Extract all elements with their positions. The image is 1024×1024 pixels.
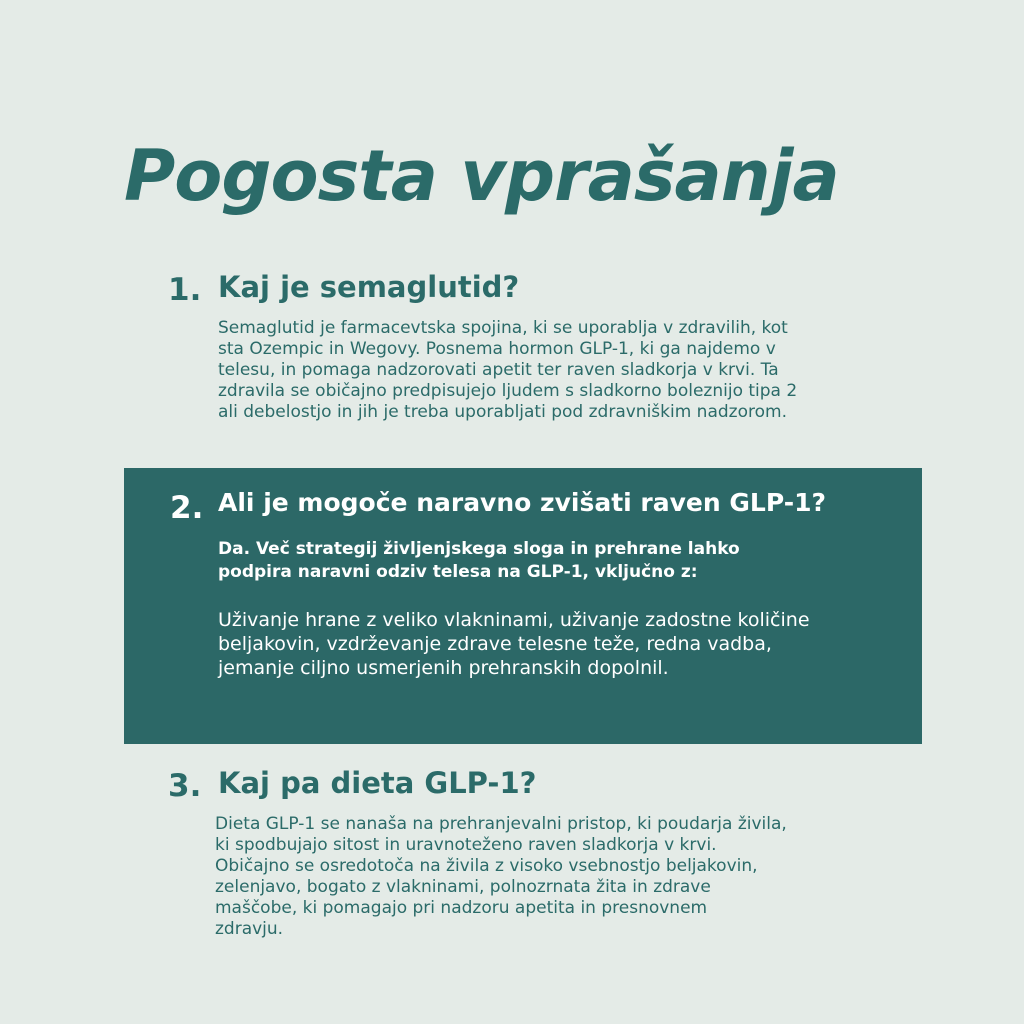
faq-answer: Semaglutid je farmacevtska spojina, ki se uporablja v zdravilih, kot sta Ozempic in Wegovy. Posnema hormon GLP-1, ki ga najdemo v telesu, in pomaga nadzorovati apetit ter raven sladkorja v krvi. Ta zdravila se običajno predpisujejo ljudem s sladkorno boleznijo tipa 2 ali debelostjo in jih je treba uporabljati pod zdravniškim nadzorom.	[218, 318, 798, 422]
faq-number: 2.	[170, 490, 204, 526]
faq-answer: Dieta GLP-1 se nanaša na prehranjevalni pristop, ki poudarja živila, ki spodbujajo sitost in uravnoteženo raven sladkorja v krvi. Običajno se osredotoča na živila z visoko vsebnostjo beljakovin, zelenjavo, bogato z vlakninami, polnozrnata žita in zdrave maščobe, ki pomagajo pri nadzoru apetita in presnovnem zdravju.	[215, 814, 787, 939]
faq-number: 3.	[168, 768, 202, 804]
faq-number: 1.	[168, 272, 202, 308]
faq-answer: Uživanje hrane z veliko vlakninami, uživanje zadostne količine beljakovin, vzdrževanje zdrave telesne teže, redna vadba, jemanje ciljno usmerjenih prehranskih dopolnil.	[218, 609, 810, 679]
faq-answer-intro: Da. Več strategij življenjskega sloga in prehrane lahko podpira naravni odziv telesa na GLP-1, vključno z:	[218, 539, 740, 582]
faq-question: Kaj pa dieta GLP-1?	[218, 766, 537, 800]
faq-item-2-highlight-panel	[124, 468, 922, 744]
faq-question: Kaj je semaglutid?	[218, 270, 520, 304]
page-title: Pogosta vprašanja	[124, 135, 839, 217]
faq-question: Ali je mogoče naravno zvišati raven GLP-1?	[218, 488, 826, 517]
